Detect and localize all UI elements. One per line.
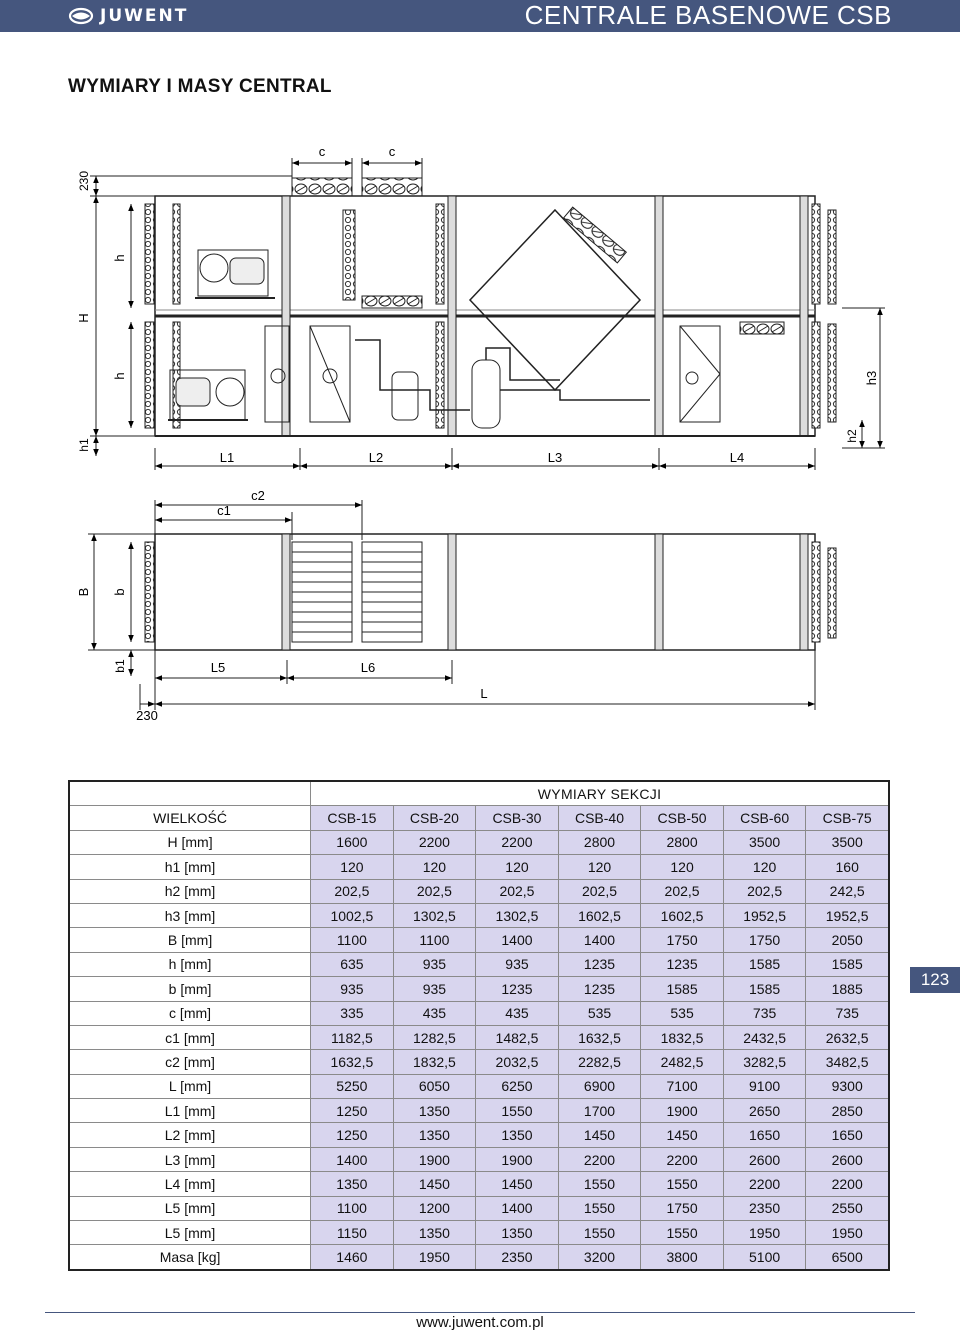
table-cell: 1450 — [393, 1172, 476, 1196]
table-cell: 1602,5 — [641, 903, 724, 927]
table-cell: 2200 — [806, 1172, 889, 1196]
table-cell: 1832,5 — [393, 1050, 476, 1074]
table-cell: 1950 — [723, 1221, 806, 1245]
table-caption: WYMIARY SEKCJI — [311, 781, 889, 806]
table-cell: 1832,5 — [641, 1025, 724, 1049]
row-label: L4 [mm] — [69, 1172, 311, 1196]
row-label: H [mm] — [69, 830, 311, 854]
table-cell: 3482,5 — [806, 1050, 889, 1074]
table-cell: 2200 — [476, 830, 559, 854]
table-row — [69, 1245, 889, 1270]
table-cell: 1250 — [311, 1099, 394, 1123]
brand-name: JUWENT — [100, 6, 189, 26]
dim-c-left: c — [318, 144, 326, 159]
table-row — [69, 1025, 889, 1049]
table-cell: 2850 — [806, 1099, 889, 1123]
table-cell: 2800 — [641, 830, 724, 854]
model-header-csb-20: CSB-20 — [393, 806, 476, 830]
table-cell: 1650 — [723, 1123, 806, 1147]
table-cell: 1282,5 — [393, 1025, 476, 1049]
table-cell: 1235 — [558, 952, 641, 976]
dim-H: H — [76, 313, 91, 323]
table-cell: 202,5 — [558, 879, 641, 903]
table-cell: 1350 — [393, 1221, 476, 1245]
table-row — [69, 855, 889, 879]
table-cell: 5100 — [723, 1245, 806, 1270]
table-cell: 1250 — [311, 1123, 394, 1147]
page-header-title: CENTRALE BASENOWE CSB — [524, 0, 892, 30]
table-cell: 1350 — [393, 1099, 476, 1123]
table-cell: 935 — [476, 952, 559, 976]
table-cell: 1100 — [393, 928, 476, 952]
table-cell: 6500 — [806, 1245, 889, 1270]
table-row — [69, 1001, 889, 1025]
dim-230-top: 230 — [77, 170, 91, 192]
table-cell: 1950 — [806, 1221, 889, 1245]
table-cell: 5250 — [311, 1074, 394, 1098]
top-view — [76, 488, 836, 723]
dim-B: B — [76, 587, 91, 597]
model-header-csb-30: CSB-30 — [476, 806, 559, 830]
table-cell: 1350 — [476, 1123, 559, 1147]
dim-L3: L3 — [547, 450, 563, 465]
table-cell: 1550 — [641, 1221, 724, 1245]
table-cell: 2200 — [723, 1172, 806, 1196]
table-cell: 9300 — [806, 1074, 889, 1098]
table-cell: 120 — [393, 855, 476, 879]
table-cell: 1400 — [558, 928, 641, 952]
table-cell: 120 — [723, 855, 806, 879]
brand-swirl-icon — [68, 7, 94, 25]
table-cell: 1235 — [641, 952, 724, 976]
table-cell: 202,5 — [311, 879, 394, 903]
table-row — [69, 1050, 889, 1074]
dimensions-table — [68, 780, 890, 1271]
table-row — [69, 1147, 889, 1171]
table-cell: 535 — [558, 1001, 641, 1025]
dim-b1: b1 — [113, 659, 127, 673]
table-cell: 735 — [723, 1001, 806, 1025]
table-cell: 2200 — [393, 830, 476, 854]
table-cell: 1400 — [476, 928, 559, 952]
table-cell: 1750 — [641, 928, 724, 952]
table-cell: 1450 — [558, 1123, 641, 1147]
section-title: WYMIARY I MASY CENTRAL — [68, 76, 332, 97]
table-cell: 435 — [393, 1001, 476, 1025]
table-cell: 1900 — [641, 1099, 724, 1123]
technical-drawing — [0, 130, 960, 730]
table-cell: 1100 — [311, 928, 394, 952]
table-cell: 1900 — [476, 1147, 559, 1171]
table-cell: 2632,5 — [806, 1025, 889, 1049]
table-cell: 120 — [641, 855, 724, 879]
table-row — [69, 928, 889, 952]
row-label: L [mm] — [69, 1074, 311, 1098]
table-cell: 1350 — [476, 1221, 559, 1245]
top-banner — [0, 0, 960, 32]
table-cell: 735 — [806, 1001, 889, 1025]
table-cell: 1650 — [806, 1123, 889, 1147]
model-header-csb-15: CSB-15 — [311, 806, 394, 830]
dim-230-bottom: 230 — [136, 708, 158, 723]
table-row — [69, 903, 889, 927]
table-cell: 1550 — [558, 1196, 641, 1220]
table-cell: 202,5 — [641, 879, 724, 903]
table-cell: 1700 — [558, 1099, 641, 1123]
table-cell: 1585 — [723, 977, 806, 1001]
table-cell: 2200 — [641, 1147, 724, 1171]
table-cell: 2650 — [723, 1099, 806, 1123]
row-label: Masa [kg] — [69, 1245, 311, 1270]
table-cell: 435 — [476, 1001, 559, 1025]
table-row — [69, 830, 889, 854]
row-label: L5 [mm] — [69, 1196, 311, 1220]
table-cell: 1460 — [311, 1245, 394, 1270]
table-cell: 1952,5 — [723, 903, 806, 927]
model-header-csb-75: CSB-75 — [806, 806, 889, 830]
table-cell: 2282,5 — [558, 1050, 641, 1074]
table-row — [69, 879, 889, 903]
corner-label: WIELKOŚĆ — [69, 806, 311, 830]
table-row — [69, 1099, 889, 1123]
table-cell: 1950 — [393, 1245, 476, 1270]
dimensions-table-wrapper — [68, 780, 890, 1271]
dim-b: b — [112, 588, 127, 596]
page-number: 123 — [910, 967, 960, 993]
model-header-row — [69, 806, 889, 830]
row-label: h3 [mm] — [69, 903, 311, 927]
table-cell: 1632,5 — [311, 1050, 394, 1074]
table-cell: 3200 — [558, 1245, 641, 1270]
row-label: B [mm] — [69, 928, 311, 952]
table-cell: 6250 — [476, 1074, 559, 1098]
dim-c-right: c — [388, 144, 396, 159]
model-header-csb-40: CSB-40 — [558, 806, 641, 830]
table-cell: 2432,5 — [723, 1025, 806, 1049]
table-row — [69, 977, 889, 1001]
table-cell: 6050 — [393, 1074, 476, 1098]
table-cell: 1632,5 — [558, 1025, 641, 1049]
table-cell: 1302,5 — [476, 903, 559, 927]
table-cell: 1600 — [311, 830, 394, 854]
table-cell: 1550 — [558, 1172, 641, 1196]
table-cell: 635 — [311, 952, 394, 976]
dim-h-upper: h — [112, 254, 127, 262]
table-cell: 2800 — [558, 830, 641, 854]
table-cell: 1182,5 — [311, 1025, 394, 1049]
table-cell: 1550 — [641, 1172, 724, 1196]
table-cell: 120 — [476, 855, 559, 879]
table-cell: 2050 — [806, 928, 889, 952]
table-body — [69, 830, 889, 1270]
table-cell: 1150 — [311, 1221, 394, 1245]
table-cell: 242,5 — [806, 879, 889, 903]
table-cell: 1450 — [476, 1172, 559, 1196]
table-cell: 1602,5 — [558, 903, 641, 927]
row-label: c2 [mm] — [69, 1050, 311, 1074]
model-header-csb-60: CSB-60 — [723, 806, 806, 830]
table-cell: 1585 — [723, 952, 806, 976]
table-cell: 935 — [311, 977, 394, 1001]
table-cell: 1952,5 — [806, 903, 889, 927]
table-cell: 2350 — [476, 1245, 559, 1270]
table-cell: 1302,5 — [393, 903, 476, 927]
table-cell: 6900 — [558, 1074, 641, 1098]
table-cell: 1750 — [723, 928, 806, 952]
table-cell: 1400 — [476, 1196, 559, 1220]
table-cell: 202,5 — [393, 879, 476, 903]
dim-L2: L2 — [368, 450, 384, 465]
dim-L: L — [480, 686, 488, 701]
table-cell: 2350 — [723, 1196, 806, 1220]
footer-url: www.juwent.com.pl — [416, 1314, 544, 1331]
table-cell: 7100 — [641, 1074, 724, 1098]
table-cell: 3800 — [641, 1245, 724, 1270]
top-damper-right — [362, 178, 422, 196]
row-label: b [mm] — [69, 977, 311, 1001]
table-cell: 1350 — [393, 1123, 476, 1147]
row-label: L1 [mm] — [69, 1099, 311, 1123]
table-cell: 120 — [558, 855, 641, 879]
dim-h1: h1 — [77, 438, 91, 452]
row-label: h2 [mm] — [69, 879, 311, 903]
cross-flow-exchanger — [470, 210, 640, 390]
top-view-dampers — [292, 542, 422, 642]
table-cell: 9100 — [723, 1074, 806, 1098]
table-cell: 1350 — [311, 1172, 394, 1196]
table-cell: 2600 — [723, 1147, 806, 1171]
footer-divider — [45, 1312, 915, 1313]
dim-h3: h3 — [864, 370, 879, 386]
table-cell: 1200 — [393, 1196, 476, 1220]
table-row — [69, 952, 889, 976]
row-label: L3 [mm] — [69, 1147, 311, 1171]
table-cell: 1900 — [393, 1147, 476, 1171]
side-view — [76, 144, 885, 470]
table-row — [69, 1172, 889, 1196]
dim-L5: L5 — [210, 660, 226, 675]
table-cell: 120 — [311, 855, 394, 879]
table-row — [69, 1123, 889, 1147]
table-cell: 1550 — [558, 1221, 641, 1245]
dim-L6: L6 — [360, 660, 376, 675]
table-cell: 2482,5 — [641, 1050, 724, 1074]
table-cell: 535 — [641, 1001, 724, 1025]
table-cell: 1100 — [311, 1196, 394, 1220]
table-cell: 202,5 — [476, 879, 559, 903]
brand-logo — [68, 3, 188, 29]
table-cell: 3500 — [723, 830, 806, 854]
table-cell: 3282,5 — [723, 1050, 806, 1074]
dim-L4: L4 — [729, 450, 745, 465]
dim-h2: h2 — [845, 429, 859, 443]
table-cell: 1885 — [806, 977, 889, 1001]
table-cell: 1002,5 — [311, 903, 394, 927]
table-cell: 1585 — [806, 952, 889, 976]
table-cell: 2550 — [806, 1196, 889, 1220]
upper-fan-motor — [195, 250, 275, 298]
row-label: L2 [mm] — [69, 1123, 311, 1147]
table-cell: 2032,5 — [476, 1050, 559, 1074]
table-cell: 335 — [311, 1001, 394, 1025]
row-label: h1 [mm] — [69, 855, 311, 879]
table-cell: 3500 — [806, 830, 889, 854]
row-label: c1 [mm] — [69, 1025, 311, 1049]
table-cell: 202,5 — [723, 879, 806, 903]
row-label: L5 [mm] — [69, 1221, 311, 1245]
dim-c1: c1 — [217, 503, 231, 518]
table-row — [69, 1221, 889, 1245]
table-cell: 1235 — [476, 977, 559, 1001]
table-cell: 1482,5 — [476, 1025, 559, 1049]
row-label: h [mm] — [69, 952, 311, 976]
table-row — [69, 1196, 889, 1220]
table-cell: 160 — [806, 855, 889, 879]
table-cell: 935 — [393, 952, 476, 976]
table-cell: 1585 — [641, 977, 724, 1001]
table-cell: 2600 — [806, 1147, 889, 1171]
table-cell: 1235 — [558, 977, 641, 1001]
table-row — [69, 1074, 889, 1098]
table-cell: 1550 — [476, 1099, 559, 1123]
top-damper-left — [292, 178, 352, 196]
dim-c2: c2 — [251, 488, 265, 503]
model-header-csb-50: CSB-50 — [641, 806, 724, 830]
table-cell: 1750 — [641, 1196, 724, 1220]
table-cell: 935 — [393, 977, 476, 1001]
dim-L1: L1 — [219, 450, 235, 465]
row-label: c [mm] — [69, 1001, 311, 1025]
table-cell: 2200 — [558, 1147, 641, 1171]
table-cell: 1450 — [641, 1123, 724, 1147]
table-cell: 1400 — [311, 1147, 394, 1171]
dim-h-lower: h — [112, 372, 127, 380]
